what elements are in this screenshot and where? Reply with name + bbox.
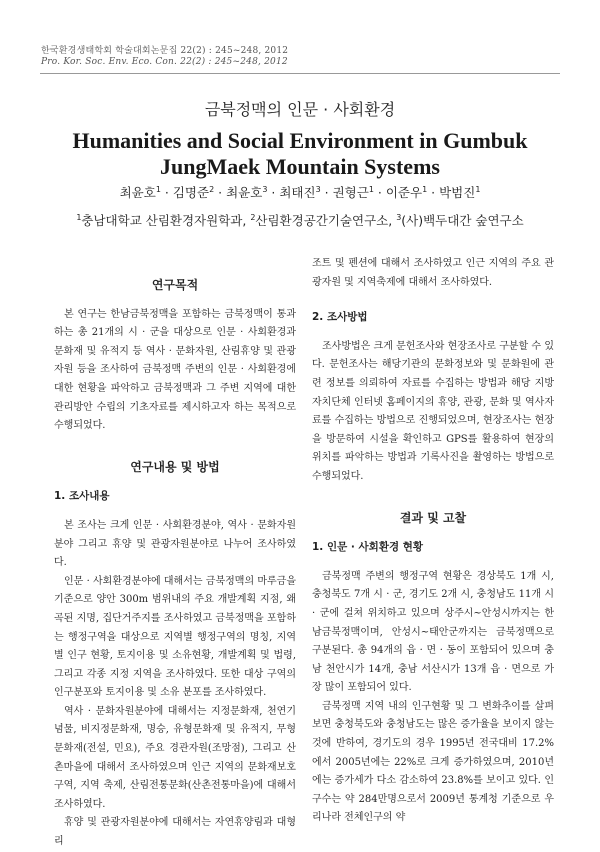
title-korean: 금북정맥의 인문 · 사회환경 bbox=[204, 100, 396, 119]
paragraph: 인문 · 사회환경분야에 대해서는 금북정맥의 마루금을 기준으로 양안 300m 범위내의 주요 개발계획 지점, 왜곡된 지명, 집단거주지를 조사하였고 금북정맥을 포함하는 행정구역을 대상으로 지역별 행정구역의 명칭, 지역별 인구 현황, 토지이용 및 소유현황, 개발계획 및 법령, 그리고 각종 지정 지역을 조사하였다. 또한 대상 구역의 인구분포와 토지이용 및 소유 분포를 조사하였다. bbox=[54, 575, 296, 699]
paragraph: 본 조사는 크게 인문 · 사회환경분야, 역사 · 문화자원분야 그리고 휴양 및 관광자원분야로 나누어 조사하였다. bbox=[54, 519, 296, 569]
subsection-heading: 1. 조사내용 bbox=[54, 490, 110, 503]
journal-header-korean: 한국환경생태학회 학술대회논문집 22(2) : 245~248, 2012 bbox=[41, 46, 289, 56]
left-column bbox=[54, 276, 296, 852]
header-divider bbox=[40, 73, 560, 74]
affiliation-list: $^1$충남대학교 산림환경자원학과, $^2$산림환경공간기술연구소, $^3$(사)백두대간 숲연구소 bbox=[76, 212, 524, 228]
paragraph: 휴양 및 관광자원분야에 대해서는 자연휴양림과 대형 리 bbox=[54, 817, 296, 848]
paragraph: 금북정맥 지역 내의 인구현황 및 그 변화추이를 살펴보면 충청북도와 충청남도는 많은 증가율을 보이지 않는 것에 반하여, 경기도의 경우 1995년 전국대비 17.2%에서 2005년에는 22%로 크게 증가하였으며, 2010년에는 증가세가 다소 감소하여 23.8%를 보이고 있다. 인구수는 약 284만명으로서 2009년 통계청 기준으로 우리나라 전체인구의 약 bbox=[312, 700, 554, 824]
affiliation: (사)백두대간 숲연구소 bbox=[401, 213, 524, 228]
journal-header-english: Pro. Kor. Soc. Env. Eco. Con. 22(2) : 245~248, 2012 bbox=[41, 57, 288, 67]
paragraph: 역사 · 문화자원분야에 대해서는 지정문화재, 천연기념물, 비지정문화재, 명승, 유형문화재 및 유적지, 무형문화재(전설, 민요), 주요 경관자원(조망점), 그리고 산촌마을에 대해서 조사하였으며 인근 지역의 문화재보호구역, 지역 축제, 산림전통문화(산촌전통마을)에 대해서 조사하였다. bbox=[54, 705, 296, 810]
author: 이준우$^1$ bbox=[385, 184, 428, 200]
author: 김명준$^2$ bbox=[172, 184, 215, 200]
title-english: Humanities and Social Environment in Gumbuk JungMaek Mountain Systems bbox=[72, 128, 528, 179]
section-heading-results: 결과 및 고찰 bbox=[399, 510, 467, 525]
author: 최윤호$^3$ bbox=[226, 184, 268, 200]
affiliation: 충남대학교 산림환경자원학과, bbox=[81, 213, 251, 228]
right-column bbox=[312, 255, 554, 828]
paragraph: 조트 및 펜션에 대해서 조사하였고 인근 지역의 주요 관광자원 및 지역축제에 대해서 조사하였다. bbox=[312, 258, 554, 288]
author: 박범진$^1$ bbox=[439, 184, 481, 200]
author: 최태진$^3$ bbox=[279, 184, 321, 200]
author-list: 최윤호$^1$ · 김명준$^2$ · 최윤호$^3$ · 최태진$^3$ · 권형근$^1$ · 이준우$^1$ · 박범진$^1$ bbox=[119, 184, 481, 200]
paragraph: 금북정맥 주변의 행정구역 현황은 경상북도 1개 시, 충청북도 7개 시 · 군, 경기도 2개 시, 충청남도 11개 시 · 군에 걸쳐 위치하고 있으며 상주시~안성시까지는 한남금북정맥이며, 안성시~태안군까지는 금북정맥으로 구분된다. 총 94개의 읍 · 면 · 동이 포함되어 있으며 충남 천안시가 14개, 충남 서산시가 13개 읍 · 면으로 가장 많이 포함되어 있다. bbox=[312, 570, 554, 694]
paragraph: 본 연구는 한남금북정맥을 포함하는 금북정맥이 통과하는 총 21개의 시 · 군을 대상으로 인문 · 사회환경과 문화재 및 유적지 등 역사 · 문화자원, 산림휴양 및 관광자원 등을 조사하여 금북정맥 주변의 인문 · 사회환경에 대한 현황을 파악하고 금북정맥과 그 주변 지역에 대한 관리방안 수립의 기초자료를 제시하고자 하는 목적으로 수행되었다. bbox=[54, 308, 296, 432]
section-heading-purpose: 연구목적 bbox=[151, 278, 199, 292]
subsection-heading: 1. 인문 · 사회환경 현황 bbox=[312, 541, 424, 554]
author: 권형근$^1$ bbox=[332, 184, 374, 200]
affiliation: 산림환경공간기술연구소, bbox=[255, 213, 397, 228]
section-heading-methods: 연구내용 및 방법 bbox=[130, 459, 220, 474]
paragraph: 조사방법은 크게 문헌조사와 현장조사로 구분할 수 있다. 문헌조사는 해당기관의 문화정보와 및 문화원에 관련 정보를 의뢰하여 자료를 수집하는 방법과 해당 지방자치단체 인터넷 홈페이지의 휴양, 관광, 문화 및 역사자료를 수집하는 방법으로 진행되었으며, 현장조사는 현장을 방문하여 시설을 확인하고 GPS를 활용하여 현장의 위치를 파악하는 방법과 기록사진을 촬영하는 방법으로 수행되었다. bbox=[312, 340, 554, 482]
author: 최윤호$^1$ bbox=[119, 184, 161, 200]
subsection-heading: 2. 조사방법 bbox=[312, 311, 368, 324]
